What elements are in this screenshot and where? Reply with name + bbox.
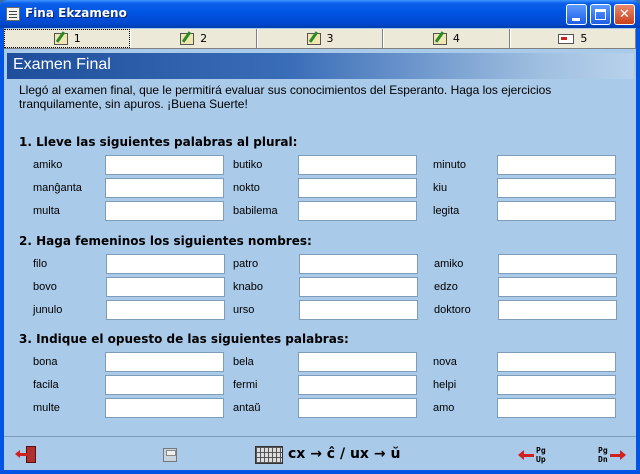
word-label: antaŭ bbox=[233, 402, 261, 414]
word-label: bovo bbox=[33, 281, 57, 293]
word-label: butiko bbox=[233, 159, 263, 171]
pgdn-line2: Dn bbox=[598, 455, 608, 464]
word-label: helpi bbox=[433, 379, 457, 391]
close-icon: ✕ bbox=[619, 7, 630, 22]
header-bar bbox=[7, 53, 634, 79]
word-label: edzo bbox=[434, 281, 458, 293]
answer-input[interactable] bbox=[498, 277, 617, 297]
word-label: nova bbox=[433, 356, 457, 368]
answer-input[interactable] bbox=[497, 398, 616, 418]
word-label: bela bbox=[233, 356, 254, 368]
exit-arrow-icon bbox=[18, 453, 27, 456]
conversion-hint: cx → ĉ / ux → ŭ bbox=[288, 446, 401, 462]
pgup-line2: Up bbox=[536, 455, 546, 464]
answer-input[interactable] bbox=[298, 178, 417, 198]
answer-input[interactable] bbox=[299, 300, 418, 320]
word-label: manĝanta bbox=[33, 182, 82, 194]
answer-input[interactable] bbox=[299, 277, 418, 297]
left-arrow-icon bbox=[522, 454, 534, 457]
answer-input[interactable] bbox=[497, 201, 616, 221]
answer-input[interactable] bbox=[497, 178, 616, 198]
page-up-button[interactable] bbox=[518, 446, 550, 466]
client-area bbox=[4, 28, 636, 470]
app-icon bbox=[6, 7, 20, 21]
answer-input[interactable] bbox=[298, 201, 417, 221]
word-label: facila bbox=[33, 379, 59, 391]
tab-label: 4 bbox=[452, 32, 460, 45]
answer-input[interactable] bbox=[105, 352, 224, 372]
keyboard-icon[interactable] bbox=[255, 446, 283, 464]
answer-input[interactable] bbox=[105, 178, 224, 198]
pen-paper-icon bbox=[307, 33, 321, 45]
tab-label: 1 bbox=[73, 32, 81, 45]
door-icon bbox=[26, 446, 36, 463]
section-title: 1. Lleve las siguientes palabras al plural: bbox=[19, 135, 298, 149]
answer-input[interactable] bbox=[105, 201, 224, 221]
intro-text: Llegó al examen final, que le permitirá evaluar sus conocimientos del Esperanto. Haga los ejercicios tranquilamente, sin apuros. ¡Buena Suerte! bbox=[19, 83, 552, 111]
word-label: amo bbox=[433, 402, 455, 414]
word-label: urso bbox=[233, 304, 255, 316]
pen-paper-icon bbox=[54, 33, 68, 45]
answer-input[interactable] bbox=[497, 155, 616, 175]
close-button[interactable] bbox=[614, 4, 635, 25]
page-title: Examen Final bbox=[13, 56, 111, 73]
answer-input[interactable] bbox=[498, 254, 617, 274]
pen-paper-icon bbox=[433, 33, 447, 45]
word-label: minuto bbox=[433, 159, 467, 171]
word-label: kiu bbox=[433, 182, 448, 194]
tab-label: 3 bbox=[326, 32, 334, 45]
pgup-label bbox=[536, 446, 546, 464]
tab-strip bbox=[4, 29, 636, 49]
bottom-toolbar bbox=[4, 436, 636, 470]
word-label: amiko bbox=[33, 159, 63, 171]
answer-input[interactable] bbox=[105, 155, 224, 175]
envelope-icon bbox=[558, 34, 574, 44]
tab-label: 2 bbox=[200, 32, 208, 45]
word-label: fermi bbox=[233, 379, 258, 391]
section-title: 2. Haga femeninos los siguientes nombres: bbox=[19, 234, 312, 248]
tab-3[interactable] bbox=[257, 29, 383, 48]
answer-input[interactable] bbox=[498, 300, 617, 320]
word-label: multa bbox=[33, 205, 60, 217]
word-label: junulo bbox=[33, 304, 63, 316]
word-label: nokto bbox=[233, 182, 260, 194]
right-arrow-icon bbox=[610, 454, 622, 457]
tab-2[interactable] bbox=[130, 29, 256, 48]
word-label: filo bbox=[33, 258, 48, 270]
exit-button[interactable] bbox=[18, 446, 38, 463]
word-label: doktoro bbox=[434, 304, 471, 316]
pgdn-line1: Pg bbox=[598, 446, 608, 455]
maximize-button[interactable] bbox=[590, 4, 611, 25]
tab-4[interactable] bbox=[383, 29, 509, 48]
pen-paper-icon bbox=[180, 33, 194, 45]
answer-input[interactable] bbox=[298, 398, 417, 418]
answer-input[interactable] bbox=[497, 375, 616, 395]
minimize-button[interactable] bbox=[566, 4, 587, 25]
pgup-line1: Pg bbox=[536, 446, 546, 455]
tab-1[interactable] bbox=[4, 29, 130, 48]
title-bar[interactable] bbox=[0, 0, 640, 28]
word-label: amiko bbox=[434, 258, 464, 270]
answer-input[interactable] bbox=[106, 300, 225, 320]
pgdn-label bbox=[598, 446, 608, 464]
word-label: knabo bbox=[233, 281, 263, 293]
answer-input[interactable] bbox=[298, 155, 417, 175]
answer-input[interactable] bbox=[105, 375, 224, 395]
answer-input[interactable] bbox=[106, 277, 225, 297]
word-label: bona bbox=[33, 356, 58, 368]
window-title: Fina Ekzameno bbox=[25, 6, 127, 20]
answer-input[interactable] bbox=[106, 254, 225, 274]
answer-input[interactable] bbox=[298, 375, 417, 395]
tab-label: 5 bbox=[580, 32, 588, 45]
answer-input[interactable] bbox=[298, 352, 417, 372]
word-label: legita bbox=[433, 205, 460, 217]
answer-input[interactable] bbox=[299, 254, 418, 274]
save-icon[interactable] bbox=[163, 448, 177, 462]
answer-input[interactable] bbox=[497, 352, 616, 372]
answer-input[interactable] bbox=[105, 398, 224, 418]
word-label: patro bbox=[233, 258, 259, 270]
section-title: 3. Indique el opuesto de las siguientes palabras: bbox=[19, 332, 349, 346]
tab-5[interactable] bbox=[510, 29, 636, 48]
word-label: multe bbox=[33, 402, 60, 414]
word-label: babilema bbox=[233, 205, 278, 217]
page-down-button[interactable] bbox=[596, 446, 628, 466]
